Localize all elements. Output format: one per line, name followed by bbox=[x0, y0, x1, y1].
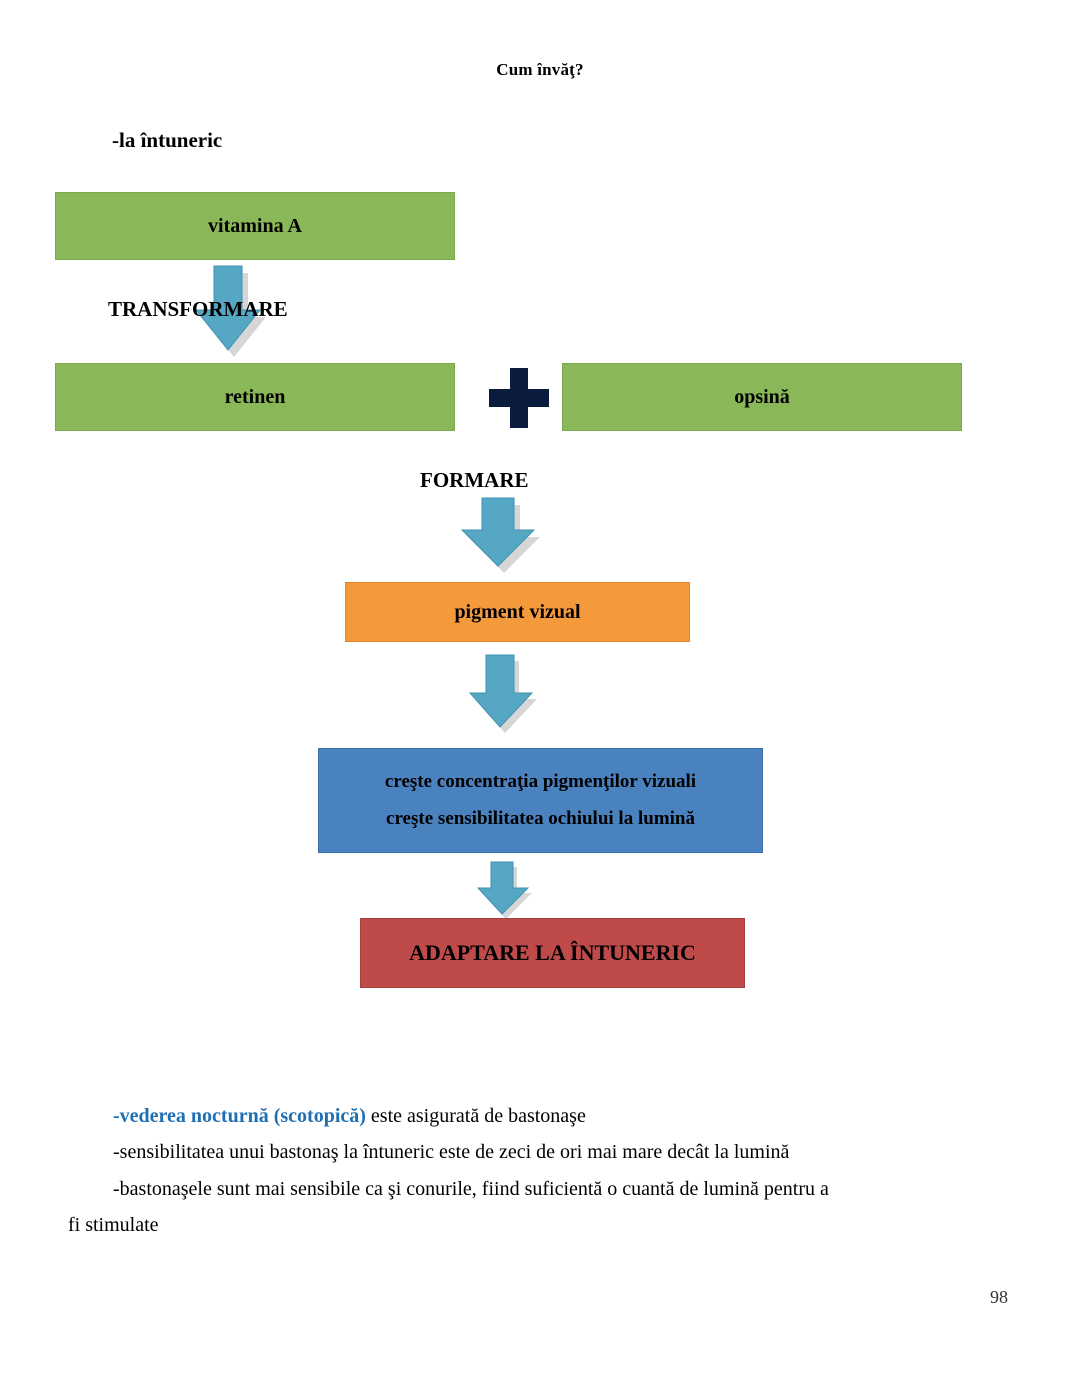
plus-operator-icon bbox=[489, 368, 549, 428]
note-line-4: fi stimulate bbox=[68, 1214, 159, 1237]
box-label-line-2: creşte sensibilitatea ochiului la lumină bbox=[386, 807, 695, 829]
diagram-box-retinen bbox=[55, 363, 455, 431]
diagram-box-pigment-vizual bbox=[345, 582, 690, 642]
box-label: opsină bbox=[734, 385, 790, 408]
down-arrow-icon bbox=[462, 498, 552, 576]
down-arrow-icon bbox=[478, 862, 542, 924]
diagram-box-opsina bbox=[562, 363, 962, 431]
page-header-title: Cum învăţ? bbox=[496, 60, 584, 79]
note-highlight: -vederea nocturnă (scotopică) bbox=[113, 1105, 366, 1127]
box-label: retinen bbox=[224, 385, 286, 408]
note-line-1-rest: este asigurată de bastonaşe bbox=[365, 1105, 586, 1127]
section-label: -la întuneric bbox=[112, 128, 223, 152]
note-line-3: -bastonaşele sunt mai sensibile ca şi conurile, fiind suficientă o cuantă de lumină pentru a bbox=[113, 1177, 829, 1200]
notes-block bbox=[68, 1100, 1028, 1246]
diagram-box-vitamina-a bbox=[55, 192, 455, 260]
stage-label-transformare: TRANSFORMARE bbox=[108, 297, 288, 321]
box-label: vitamina A bbox=[208, 214, 302, 237]
down-arrow-icon bbox=[470, 655, 550, 737]
note-line-1 bbox=[68, 1100, 1028, 1132]
page-number: 98 bbox=[990, 1287, 1008, 1307]
box-label-line-1: creşte concentraţia pigmenţilor vizuali bbox=[384, 771, 697, 793]
stage-label-formare: FORMARE bbox=[420, 468, 529, 492]
diagram-box-creste-concentratia bbox=[318, 748, 763, 853]
note-line-2: -sensibilitatea unui bastonaş la întuneric este de zeci de ori mai mare decât la lumină bbox=[113, 1141, 790, 1164]
diagram-box-adaptare-la-intuneric bbox=[360, 918, 745, 988]
box-label: ADAPTARE LA ÎNTUNERIC bbox=[409, 940, 696, 965]
box-label: pigment vizual bbox=[454, 600, 581, 623]
